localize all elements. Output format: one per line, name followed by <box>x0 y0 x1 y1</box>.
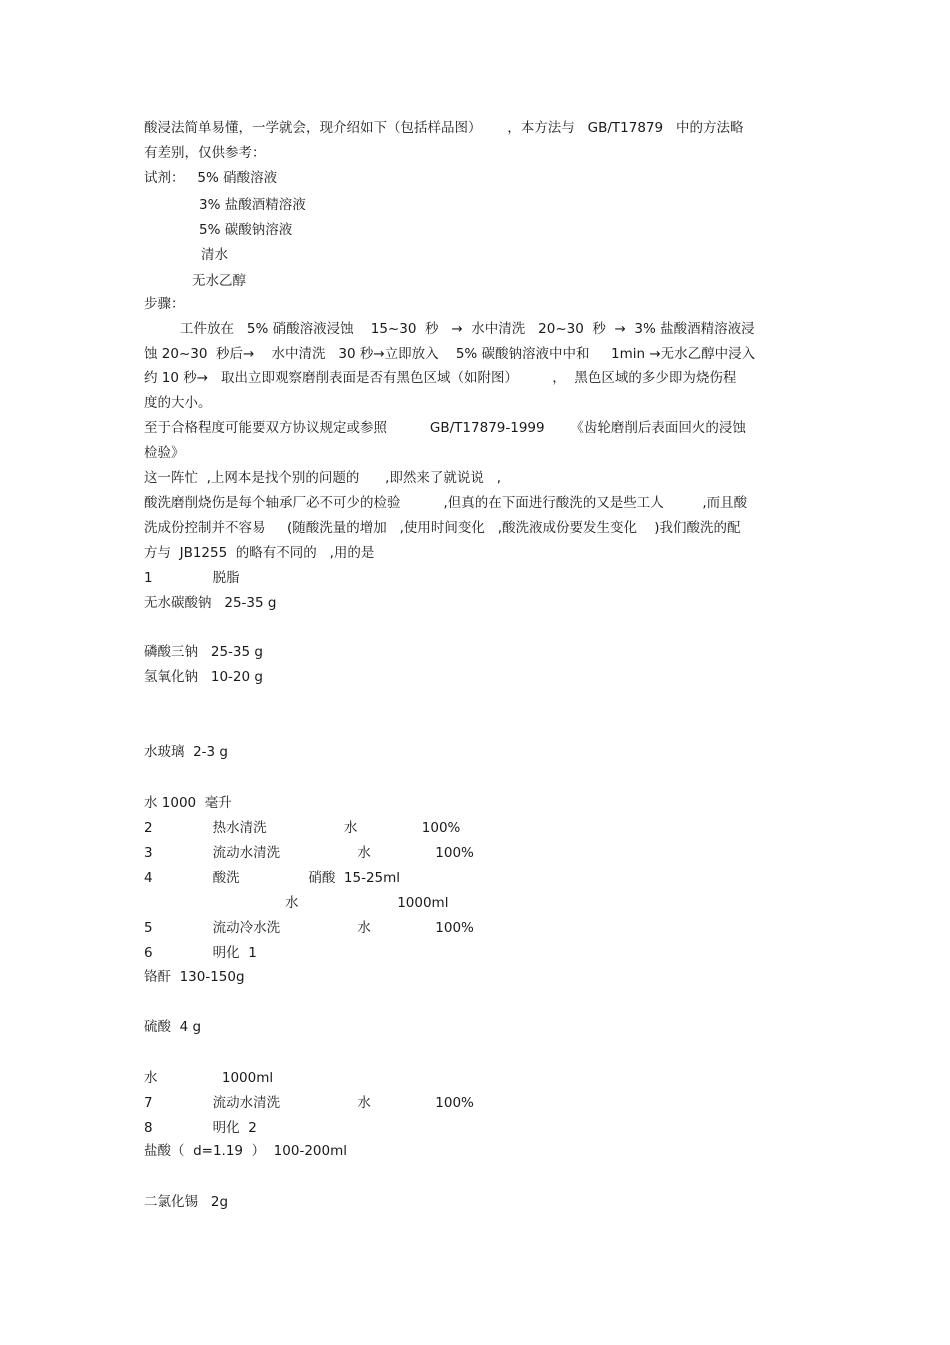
formula-hcl: 盐酸（ d=1.19 ） 100-200ml <box>144 1143 347 1159</box>
process-step-5: 5 流动冷水洗 水 100% <box>144 920 474 936</box>
forum-line: 方与 JB1255 的略有不同的 ,用的是 <box>144 545 375 561</box>
formula-naco3: 无水碳酸钠 25-35 g <box>144 595 277 611</box>
steps-line: 工件放在 5% 硝酸溶液浸蚀 15~30 秒 → 水中清洗 20~30 秒 → 3% 盐酸酒精溶液浸 <box>180 321 755 337</box>
reagent-item: 5% 碳酸钠溶液 <box>199 222 293 238</box>
steps-line: 度的大小。 <box>144 395 212 411</box>
process-step-3: 3 流动水清洗 水 100% <box>144 845 474 861</box>
reagents-label-line: 试剂： 5% 硝酸溶液 <box>144 170 278 186</box>
forum-line: 酸洗磨削烧伤是每个轴承厂必不可少的检验 ,但真的在下面进行酸洗的又是些工人 ,而且酸 <box>144 495 748 511</box>
intro-line-1: 酸浸法简单易懂，一学就会，现介绍如下（包括样品图） ，本方法与 GB/T17879 中的方法略 <box>144 120 744 136</box>
reagent-item: 无水乙醇 <box>192 273 246 289</box>
process-step-4: 4 酸洗 硝酸 15-25ml <box>144 870 401 886</box>
formula-naoh: 氢氧化钠 10-20 g <box>144 669 263 685</box>
formula-cro3: 铬酐 130-150g <box>144 969 245 985</box>
steps-line: 至于合格程度可能要双方协议规定或参照 GB/T17879-1999 《齿轮磨削后表面回火的浸蚀 <box>144 420 746 436</box>
formula-na3po4: 磷酸三钠 25-35 g <box>144 644 263 660</box>
steps-line: 约 10 秒→ 取出立即观察磨削表面是否有黑色区域（如附图） ， 黑色区域的多少即为烧伤程 <box>144 370 737 386</box>
process-step-6: 6 明化 1 <box>144 945 257 961</box>
process-step-2: 2 热水清洗 水 100% <box>144 820 461 836</box>
steps-line: 蚀 20~30 秒后→ 水中清洗 30 秒→立即放入 5% 碳酸钠溶液中中和 1min →无水乙醇中浸入 <box>144 346 756 362</box>
intro-line-2: 有差别，仅供参考： <box>144 145 266 161</box>
formula-water-2: 水 1000ml <box>144 1070 274 1086</box>
forum-line: 洗成份控制并不容易 (随酸洗量的增加 ,使用时间变化 ,酸洗液成份要发生变化 )我们酸洗的配 <box>144 520 741 536</box>
reagent-item: 3% 盐酸酒精溶液 <box>199 197 306 213</box>
process-step-8: 8 明化 2 <box>144 1120 257 1136</box>
formula-h2so4: 硫酸 4 g <box>144 1019 202 1035</box>
formula-waterglass: 水玻璃 2-3 g <box>144 744 228 760</box>
formula-sncl2: 二氯化锡 2g <box>144 1194 229 1210</box>
formula-water-1: 水 1000 毫升 <box>144 795 232 811</box>
process-step-4-water: 水 1000ml <box>285 895 449 911</box>
steps-line: 检验》 <box>144 445 185 461</box>
process-step-7: 7 流动水清洗 水 100% <box>144 1095 474 1111</box>
reagent-item: 清水 <box>201 247 228 263</box>
process-step-1: 1 脱脂 <box>144 570 240 586</box>
forum-line: 这一阵忙 ,上网本是找个别的问题的 ,即然来了就说说 , <box>144 470 502 486</box>
steps-label: 步骤： <box>144 296 185 312</box>
